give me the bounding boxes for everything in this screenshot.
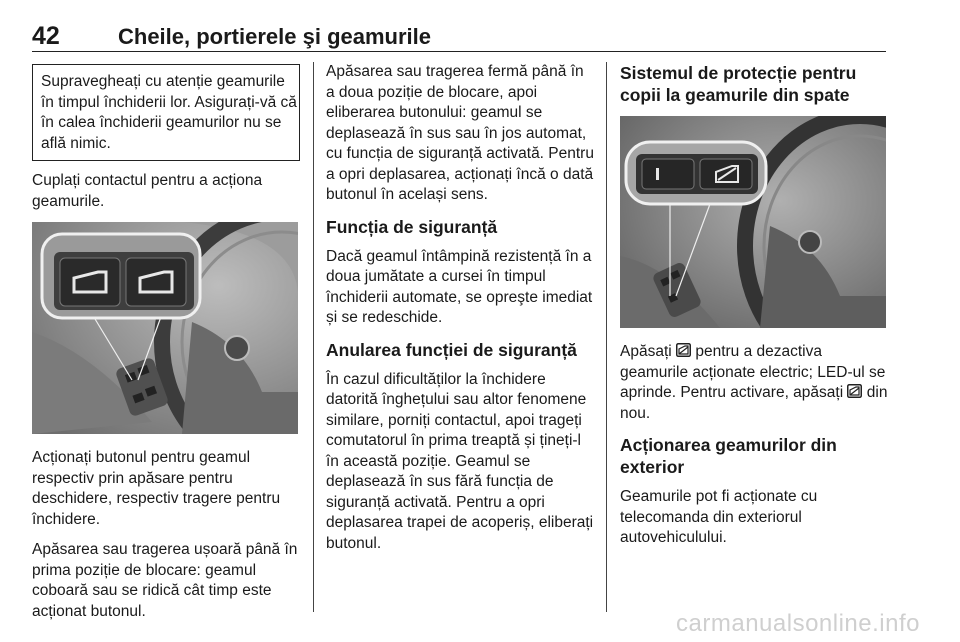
page-number: 42: [32, 22, 60, 50]
column-divider: [313, 62, 314, 612]
warning-box: [32, 64, 300, 161]
paragraph: Cuplați contactul pentru a acționa geamurile.: [32, 172, 263, 210]
child-lock-icon: [847, 384, 862, 398]
column-middle: [326, 62, 594, 554]
window-switch-figure: [32, 222, 298, 434]
paragraph: Apăsarea sau tragerea fermă până în a doua poziție de blocare, apoi eliberarea butonului: geamul se deplasează în sus sau în jos automat, cu funcția de siguranță activată. Pentru a opri deplasarea, acționați încă o dată butonul în același sens.: [326, 63, 594, 203]
section-heading: Acționarea geamurilor din exterior: [620, 435, 837, 477]
column-left: [32, 62, 300, 622]
paragraph: Dacă geamul întâmpină rezistență în a doua jumătate a cursei în timpul închiderii automate, se opreşte imediat și se redeschide.: [326, 247, 593, 326]
text-fragment: pentru a dezactiva geamurile acționate electric; LED-ul se aprinde. Pentru activare, apăsați: [620, 343, 886, 401]
warning-text: Supravegheați cu atenție geamurile în timpul închiderii lor. Asigurați-vă că în calea închiderii geamurilor nu se află nimic.: [41, 73, 297, 152]
text-fragment: Apăsați: [620, 343, 672, 360]
paragraph: [620, 342, 888, 424]
paragraph: Apăsarea sau tragerea ușoară până în prima poziție de blocare: geamul coboară sau se ridică cât timp este acționat butonul.: [32, 541, 298, 620]
section-heading: Anularea funcției de siguranță: [326, 339, 577, 360]
paragraph: În cazul dificultăților la închidere datorită înghețului sau altor fenomene similare, porniți contactul, apoi trageți comutatorul în prima treaptă și țineți-l în această poziție. Geamul se deplasează în sus fără funcția de siguranță activată. Pentru a opri deplasarea trapei de acoperiș, eliberați butonul.: [326, 370, 594, 552]
column-divider: [606, 62, 607, 612]
paragraph: Geamurile pot fi acționate cu telecomanda din exteriorul autovehiculului.: [620, 488, 818, 546]
paragraph: Acționați butonul pentru geamul respectiv prin apăsare pentru deschidere, respectiv tragere pentru închidere.: [32, 449, 281, 528]
watermark: carmanualsonline.info: [676, 610, 920, 637]
section-heading: Sistemul de protecție pentru copii la geamurile din spate: [620, 63, 857, 105]
child-lock-icon: [676, 343, 691, 357]
page-header: [32, 18, 886, 52]
section-heading: Funcția de siguranță: [326, 216, 498, 237]
column-right: [620, 62, 888, 549]
chapter-title: Cheile, portierele şi geamurile: [118, 24, 432, 49]
text-fragment: din nou.: [620, 384, 888, 422]
child-lock-figure: [620, 116, 886, 328]
